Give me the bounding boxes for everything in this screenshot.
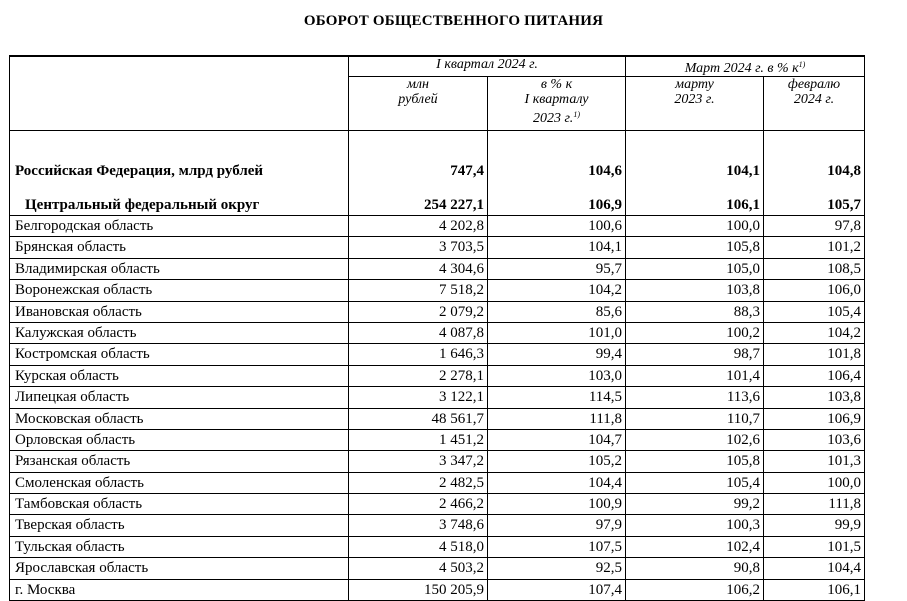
- region-name: Тульская область: [10, 536, 349, 557]
- table-row: [10, 237, 865, 258]
- region-name: г. Москва: [10, 579, 349, 600]
- value-pct-q1: 101,0: [488, 322, 626, 343]
- value-mln-rub: 4 304,6: [349, 258, 488, 279]
- table-row: [10, 216, 865, 237]
- region-name: Ярославская область: [10, 558, 349, 579]
- region-name: Рязанская область: [10, 451, 349, 472]
- value-pct-feb: 111,8: [764, 494, 865, 515]
- table-row: [10, 280, 865, 301]
- value-pct-feb: 97,8: [764, 216, 865, 237]
- spacer-row: [10, 131, 865, 162]
- table-row: [10, 365, 865, 386]
- value-pct-feb: 105,4: [764, 301, 865, 322]
- value-pct-q1: 104,2: [488, 280, 626, 301]
- value-pct-feb: 101,2: [764, 237, 865, 258]
- table-row-russia: Российская Федерация, млрд рублей 747,4 104,6 104,1 104,8: [10, 161, 865, 181]
- value-pct-q1: 92,5: [488, 558, 626, 579]
- value-mln-rub: 4 503,2: [349, 558, 488, 579]
- value-mln-rub: 2 482,5: [349, 472, 488, 493]
- value-pct-feb: 101,3: [764, 451, 865, 472]
- table-row: [10, 344, 865, 365]
- value-pct-feb: 106,1: [764, 579, 865, 600]
- region-name: Калужская область: [10, 322, 349, 343]
- value-mln-rub: 1 646,3: [349, 344, 488, 365]
- table-row: [10, 536, 865, 557]
- value-mln-rub: 48 561,7: [349, 408, 488, 429]
- value-pct-feb: 99,9: [764, 515, 865, 536]
- header-feb-2024: февралю 2024 г.: [764, 77, 865, 131]
- value-pct-march: 105,8: [626, 237, 764, 258]
- table-row: [10, 579, 865, 600]
- table-row: [10, 451, 865, 472]
- value-pct-march: 105,4: [626, 472, 764, 493]
- value-pct-march: 99,2: [626, 494, 764, 515]
- value-pct-march: 113,6: [626, 387, 764, 408]
- value-mln-rub: 150 205,9: [349, 579, 488, 600]
- region-name: Белгородская область: [10, 216, 349, 237]
- value-pct-feb: 104,4: [764, 558, 865, 579]
- value-pct-q1: 114,5: [488, 387, 626, 408]
- value-mln-rub: 1 451,2: [349, 429, 488, 450]
- value-pct-march: 100,3: [626, 515, 764, 536]
- value-pct-feb: 108,5: [764, 258, 865, 279]
- header-pct-q1: в % к I кварталу 2023 г.$^{1)}$: [488, 77, 626, 131]
- header-group-quarter: I квартал 2024 г.: [349, 56, 626, 77]
- header-name-cell: [10, 77, 349, 131]
- region-name: Воронежская область: [10, 280, 349, 301]
- header-row-group: [10, 56, 865, 77]
- value-mln-rub: 2 278,1: [349, 365, 488, 386]
- header-empty-cell: [10, 56, 349, 77]
- region-name: Тверская область: [10, 515, 349, 536]
- region-name: Костромская область: [10, 344, 349, 365]
- value-pct-q1: 111,8: [488, 408, 626, 429]
- value-pct-q1: 100,6: [488, 216, 626, 237]
- value-pct-march: 102,4: [626, 536, 764, 557]
- table-row: [10, 515, 865, 536]
- table-row: [10, 558, 865, 579]
- page-title: ОБОРОТ ОБЩЕСТВЕННОГО ПИТАНИЯ: [303, 13, 604, 29]
- value-pct-march: 103,8: [626, 280, 764, 301]
- region-name: Тамбовская область: [10, 494, 349, 515]
- turnover-table: [9, 55, 865, 601]
- value-mln-rub: 3 122,1: [349, 387, 488, 408]
- value-mln-rub: 3 748,6: [349, 515, 488, 536]
- value-pct-feb: 101,5: [764, 536, 865, 557]
- value-pct-march: 100,2: [626, 322, 764, 343]
- region-name: Брянская область: [10, 237, 349, 258]
- value-pct-feb: 103,8: [764, 387, 865, 408]
- region-name: Смоленская область: [10, 472, 349, 493]
- value-pct-q1: 99,4: [488, 344, 626, 365]
- header-group-march: Март 2024 г. в % $к^{1)}$: [626, 56, 865, 77]
- value-pct-q1: 107,5: [488, 536, 626, 557]
- table-row: [10, 301, 865, 322]
- table-row: [10, 258, 865, 279]
- value-pct-q1: 97,9: [488, 515, 626, 536]
- header-row-columns: [10, 77, 865, 131]
- value-pct-march: 102,6: [626, 429, 764, 450]
- region-name: Липецкая область: [10, 387, 349, 408]
- value-mln-rub: 3 347,2: [349, 451, 488, 472]
- value-mln-rub: 2 079,2: [349, 301, 488, 322]
- value-pct-feb: 106,0: [764, 280, 865, 301]
- value-pct-q1: 107,4: [488, 579, 626, 600]
- value-pct-q1: 95,7: [488, 258, 626, 279]
- region-name: Московская область: [10, 408, 349, 429]
- value-pct-feb: 103,6: [764, 429, 865, 450]
- value-mln-rub: 4 087,8: [349, 322, 488, 343]
- value-pct-feb: 106,4: [764, 365, 865, 386]
- value-pct-march: 105,0: [626, 258, 764, 279]
- value-pct-q1: 85,6: [488, 301, 626, 322]
- value-pct-q1: 105,2: [488, 451, 626, 472]
- value-pct-q1: 103,0: [488, 365, 626, 386]
- value-pct-march: 105,8: [626, 451, 764, 472]
- value-mln-rub: 4 518,0: [349, 536, 488, 557]
- header-mln-rub: млн рублей: [349, 77, 488, 131]
- value-mln-rub: 4 202,8: [349, 216, 488, 237]
- value-pct-q1: 104,1: [488, 237, 626, 258]
- value-pct-march: 110,7: [626, 408, 764, 429]
- value-pct-march: 106,2: [626, 579, 764, 600]
- region-name: Курская область: [10, 365, 349, 386]
- region-rows: [10, 216, 865, 601]
- value-mln-rub: 7 518,2: [349, 280, 488, 301]
- value-pct-march: 90,8: [626, 558, 764, 579]
- table-row: [10, 494, 865, 515]
- region-name: Ивановская область: [10, 301, 349, 322]
- table-row: [10, 387, 865, 408]
- value-pct-q1: 104,4: [488, 472, 626, 493]
- value-pct-feb: 104,2: [764, 322, 865, 343]
- value-pct-feb: 100,0: [764, 472, 865, 493]
- value-pct-q1: 100,9: [488, 494, 626, 515]
- value-pct-march: 98,7: [626, 344, 764, 365]
- header-march-2023: марту 2023 г.: [626, 77, 764, 131]
- table-row: [10, 429, 865, 450]
- value-pct-feb: 101,8: [764, 344, 865, 365]
- region-name: Орловская область: [10, 429, 349, 450]
- value-mln-rub: 2 466,2: [349, 494, 488, 515]
- value-pct-q1: 104,7: [488, 429, 626, 450]
- table-row: [10, 472, 865, 493]
- value-pct-feb: 106,9: [764, 408, 865, 429]
- region-name: Владимирская область: [10, 258, 349, 279]
- value-pct-march: 101,4: [626, 365, 764, 386]
- value-pct-march: 100,0: [626, 216, 764, 237]
- value-pct-march: 88,3: [626, 301, 764, 322]
- table-row: [10, 408, 865, 429]
- table-row-cfo: Центральный федеральный округ 254 227,1 106,9 106,1 105,7: [10, 195, 865, 216]
- table-row: [10, 322, 865, 343]
- value-mln-rub: 3 703,5: [349, 237, 488, 258]
